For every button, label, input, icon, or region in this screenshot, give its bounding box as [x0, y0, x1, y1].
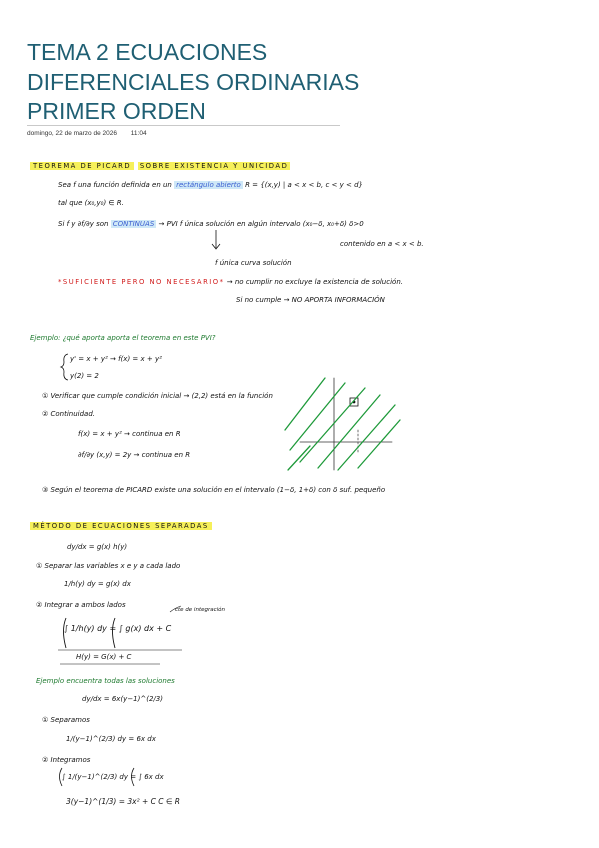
separadas-step-2-note: cte de integración [175, 607, 226, 613]
example1-system-1: y' = x + y² → f(x) = x + y² [70, 355, 162, 363]
title-line-3: PRIMER ORDEN [27, 98, 206, 124]
example1-step-2b: ∂f/∂y (x,y) = 2y → continua en R [78, 451, 191, 459]
title-line-2: DIFERENCIALES ORDINARIAS [27, 68, 360, 95]
separadas-integral-marks [58, 606, 182, 664]
separadas-step-2: ② Integrar a ambos lados [36, 601, 126, 609]
separadas-step-2-eq: ∫ 1/h(y) dy = ∫ g(x) dx + C [64, 624, 172, 633]
picard-l1c: R = {(x,y) | a < x < b, c < y < d} [245, 181, 363, 189]
example1-graph [285, 378, 400, 470]
picard-l1b: rectángulo abierto [176, 181, 241, 189]
title-line-1: TEMA 2 ECUACIONES [27, 39, 268, 65]
picard-l3b: CONTINUAS [112, 220, 155, 228]
picard-l6b: → no cumplir no excluye la existencia de solución. [226, 278, 403, 286]
picard-l3a: Si f y ∂f/∂y son [58, 220, 109, 228]
example1-brace [61, 354, 68, 380]
picard-heading-rest: SOBRE EXISTENCIA Y UNICIDAD [139, 162, 289, 170]
separadas-step-1: ① Separar las variables x e y a cada lado [36, 562, 181, 570]
picard-arrow-down [212, 230, 220, 249]
separadas-equation: dy/dx = g(x) h(y) [67, 543, 128, 551]
example2-step-1-eq: 1/(y−1)^(2/3) dy = 6x dx [66, 735, 156, 743]
note-date: domingo, 22 de marzo de 2026 [27, 130, 117, 137]
note-time: 11:04 [130, 130, 147, 137]
example1-question: Ejemplo: ¿qué aporta aporta el teorema en este PVI? [30, 334, 216, 342]
example1-step-2: ② Continuidad. [42, 410, 96, 418]
picard-heading-highlight: TEOREMA DE PICARD [30, 162, 134, 170]
example2-result: 3(y−1)^(1/3) = 3x² + C C ∈ R [66, 797, 181, 806]
picard-line-2: tal que (x₀,y₀) ∈ R. [58, 199, 124, 207]
example1-step-2a: f(x) = x + y² → continua en R [78, 430, 181, 438]
picard-line-4: contenido en a < x < b. [340, 240, 424, 248]
picard-l3c: → PVI f única solución en algún intervalo (x₀−δ, x₀+δ) δ>0 [158, 220, 364, 228]
example1-system-2: y(2) = 2 [70, 372, 99, 380]
example2-integral-marks [60, 768, 135, 786]
picard-l6: *SUFICIENTE PERO NO NECESARIO* [58, 278, 225, 286]
example2-step-2-eq: ∫ 1/(y−1)^(2/3) dy = ∫ 6x dx [62, 773, 164, 781]
example2-equation: dy/dx = 6x(y−1)^(2/3) [82, 695, 163, 703]
example1-step-3: ③ Según el teorema de PICARD existe una solución en el intervalo (1−δ, 1+δ) con δ suf. pequeño [42, 486, 386, 494]
example1-step-1: ① Verificar que cumple condición inicial → (2,2) está en la función [42, 392, 273, 400]
separadas-step-1-eq: 1/h(y) dy = g(x) dx [64, 580, 131, 588]
example2-step-1: ① Separamos [42, 716, 90, 724]
example2-question: Ejemplo encuentra todas las soluciones [36, 677, 175, 685]
picard-l1a: Sea f una función definida en un [58, 181, 172, 189]
example2-step-2: ② Integramos [42, 756, 91, 764]
separadas-heading-text: MÉTODO DE ECUACIONES SEPARADAS [30, 522, 212, 530]
separadas-step-2-result: H(y) = G(x) + C [76, 653, 132, 661]
picard-line-7: Si no cumple → NO APORTA INFORMACIÓN [236, 296, 385, 304]
picard-line-5: f única curva solución [215, 259, 292, 267]
